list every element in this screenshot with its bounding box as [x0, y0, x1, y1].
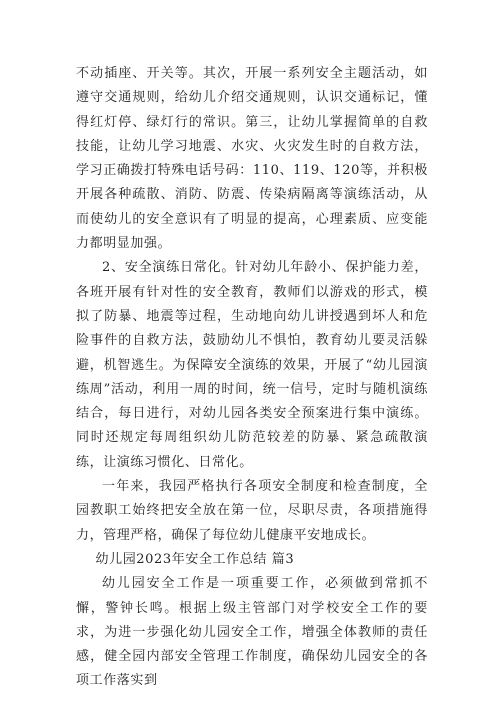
document-body: [76, 62, 428, 694]
paragraph-1: 不动插座、开关等。其次，开展一系列安全主题活动，如遵守交通规则，给幼儿介绍交通规则，认识交通标记，懂得红灯停、绿灯行的常识。第三，让幼儿掌握简单的自救技能，让幼儿学习地震、水灾、火灾发生时的自救方法，学习正确拨打特殊电话号码：110、119、120等，并积极开展各种疏散、消防、防震、传染病隔离等演练活动，从而使幼儿的安全意识有了明显的提高，心理素质、应变能力都明显加强。: [76, 66, 428, 252]
paragraph-3: 一年来，我园严格执行各项安全制度和检查制度，全园教职工始终把安全放在第一位，尽职尽责，各项措施得力，管理严格，确保了每位幼儿健康平安地成长。: [76, 479, 428, 543]
paragraph-2: 2、安全演练日常化。针对幼儿年龄小、保护能力差，各班开展有针对性的安全教育，教师们以游戏的形式，模拟了防暴、地震等过程，生动地向幼儿讲授遇到坏人和危险事件的自救方法，鼓励幼儿不惧怕，教育幼儿要灵活躲避，机智逃生。为保障安全演练的效果，开展了“幼儿园演练周”活动，利用一周的时间，统一信号，定时与随机演练结合，每日进行，对幼儿园各类安全预案进行集中演练。同时还规定每周组织幼儿防范较差的防暴、紧急疏散演练，让演练习惯化、日常化。: [76, 260, 428, 470]
paragraph-4: 幼儿园安全工作是一项重要工作，必须做到常抓不懈，警钟长鸣。根据上级主管部门对学校安全工作的要求，为进一步强化幼儿园安全工作，增强全体教师的责任感，健全园内部安全管理工作制度，确保幼儿园安全的各项工作落实到: [76, 576, 428, 689]
section-heading: 幼儿园2023年安全工作总结 篇3: [95, 551, 295, 567]
